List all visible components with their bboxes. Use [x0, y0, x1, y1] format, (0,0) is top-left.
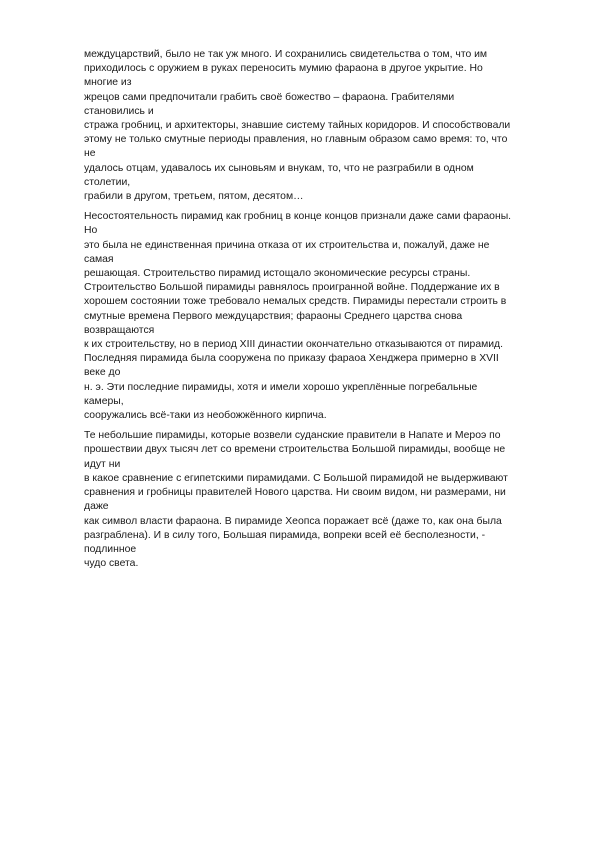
paragraph-2: Несостоятельность пирамид как гробниц в конце концов признали даже сами фараоны. Но это была не единственная причина отказа от их строительства и, пожалуй, даже не самая решающая. Строительство пирамид истощало экономические ресурсы страны. Строительство Большой пирамиды равнялось проигранной войне. Поддержание их в хорошем состоянии тоже требовало немалых средств. Пирамиды перестали строить в смутные времена Первого междуцарствия; фараоны Среднего царства снова возвращаются к их строительству, но в период XIII династии окончательно отказываются от пирамид. Последняя пирамида была сооружена по приказу фараоа Хенджера примерно в XVII веке до н. э. Эти последние пирамиды, хотя и имели хорошо укреплённые погребальные камеры, сооружались всё-таки из необожжённого кирпича. [84, 211, 512, 422]
paragraph-3: Те небольшие пирамиды, которые возвели суданские правители в Напате и Мероэ по прошествии двух тысяч лет со времени строительства Большой пирамиды, вообще не идут ни в какое сравнение с египетскими пирамидами. С Большой пирамидой не выдерживают сравнения и гробницы правителей Нового царства. Ни своим видом, ни размерами, ни даже как символ власти фараона. В пирамиде Хеопса поражает всё (даже то, как она была разграблена). И в силу того, Большая пирамида, вопреки всей её бесполезности, - подлинное чудо света. [84, 430, 508, 570]
document-body [84, 48, 514, 577]
paragraph-1: междуцарствий, было не так уж много. И сохранились свидетельства о том, что им приходилось с оружием в руках переносить мумию фараона в другое укрытие. Но многие из жрецов сами предпочитали грабить своё божество – фараона. Грабителями становились и стража гробниц, и архитекторы, знавшие систему тайных коридоров. И способствовали этому не только смутные периоды правления, но главным образом само время: то, что не удалось отцам, удавалось их сыновьям и внукам, то, что не разграбили в одном столетии, грабили в другом, третьем, пятом, десятом… [84, 49, 511, 203]
